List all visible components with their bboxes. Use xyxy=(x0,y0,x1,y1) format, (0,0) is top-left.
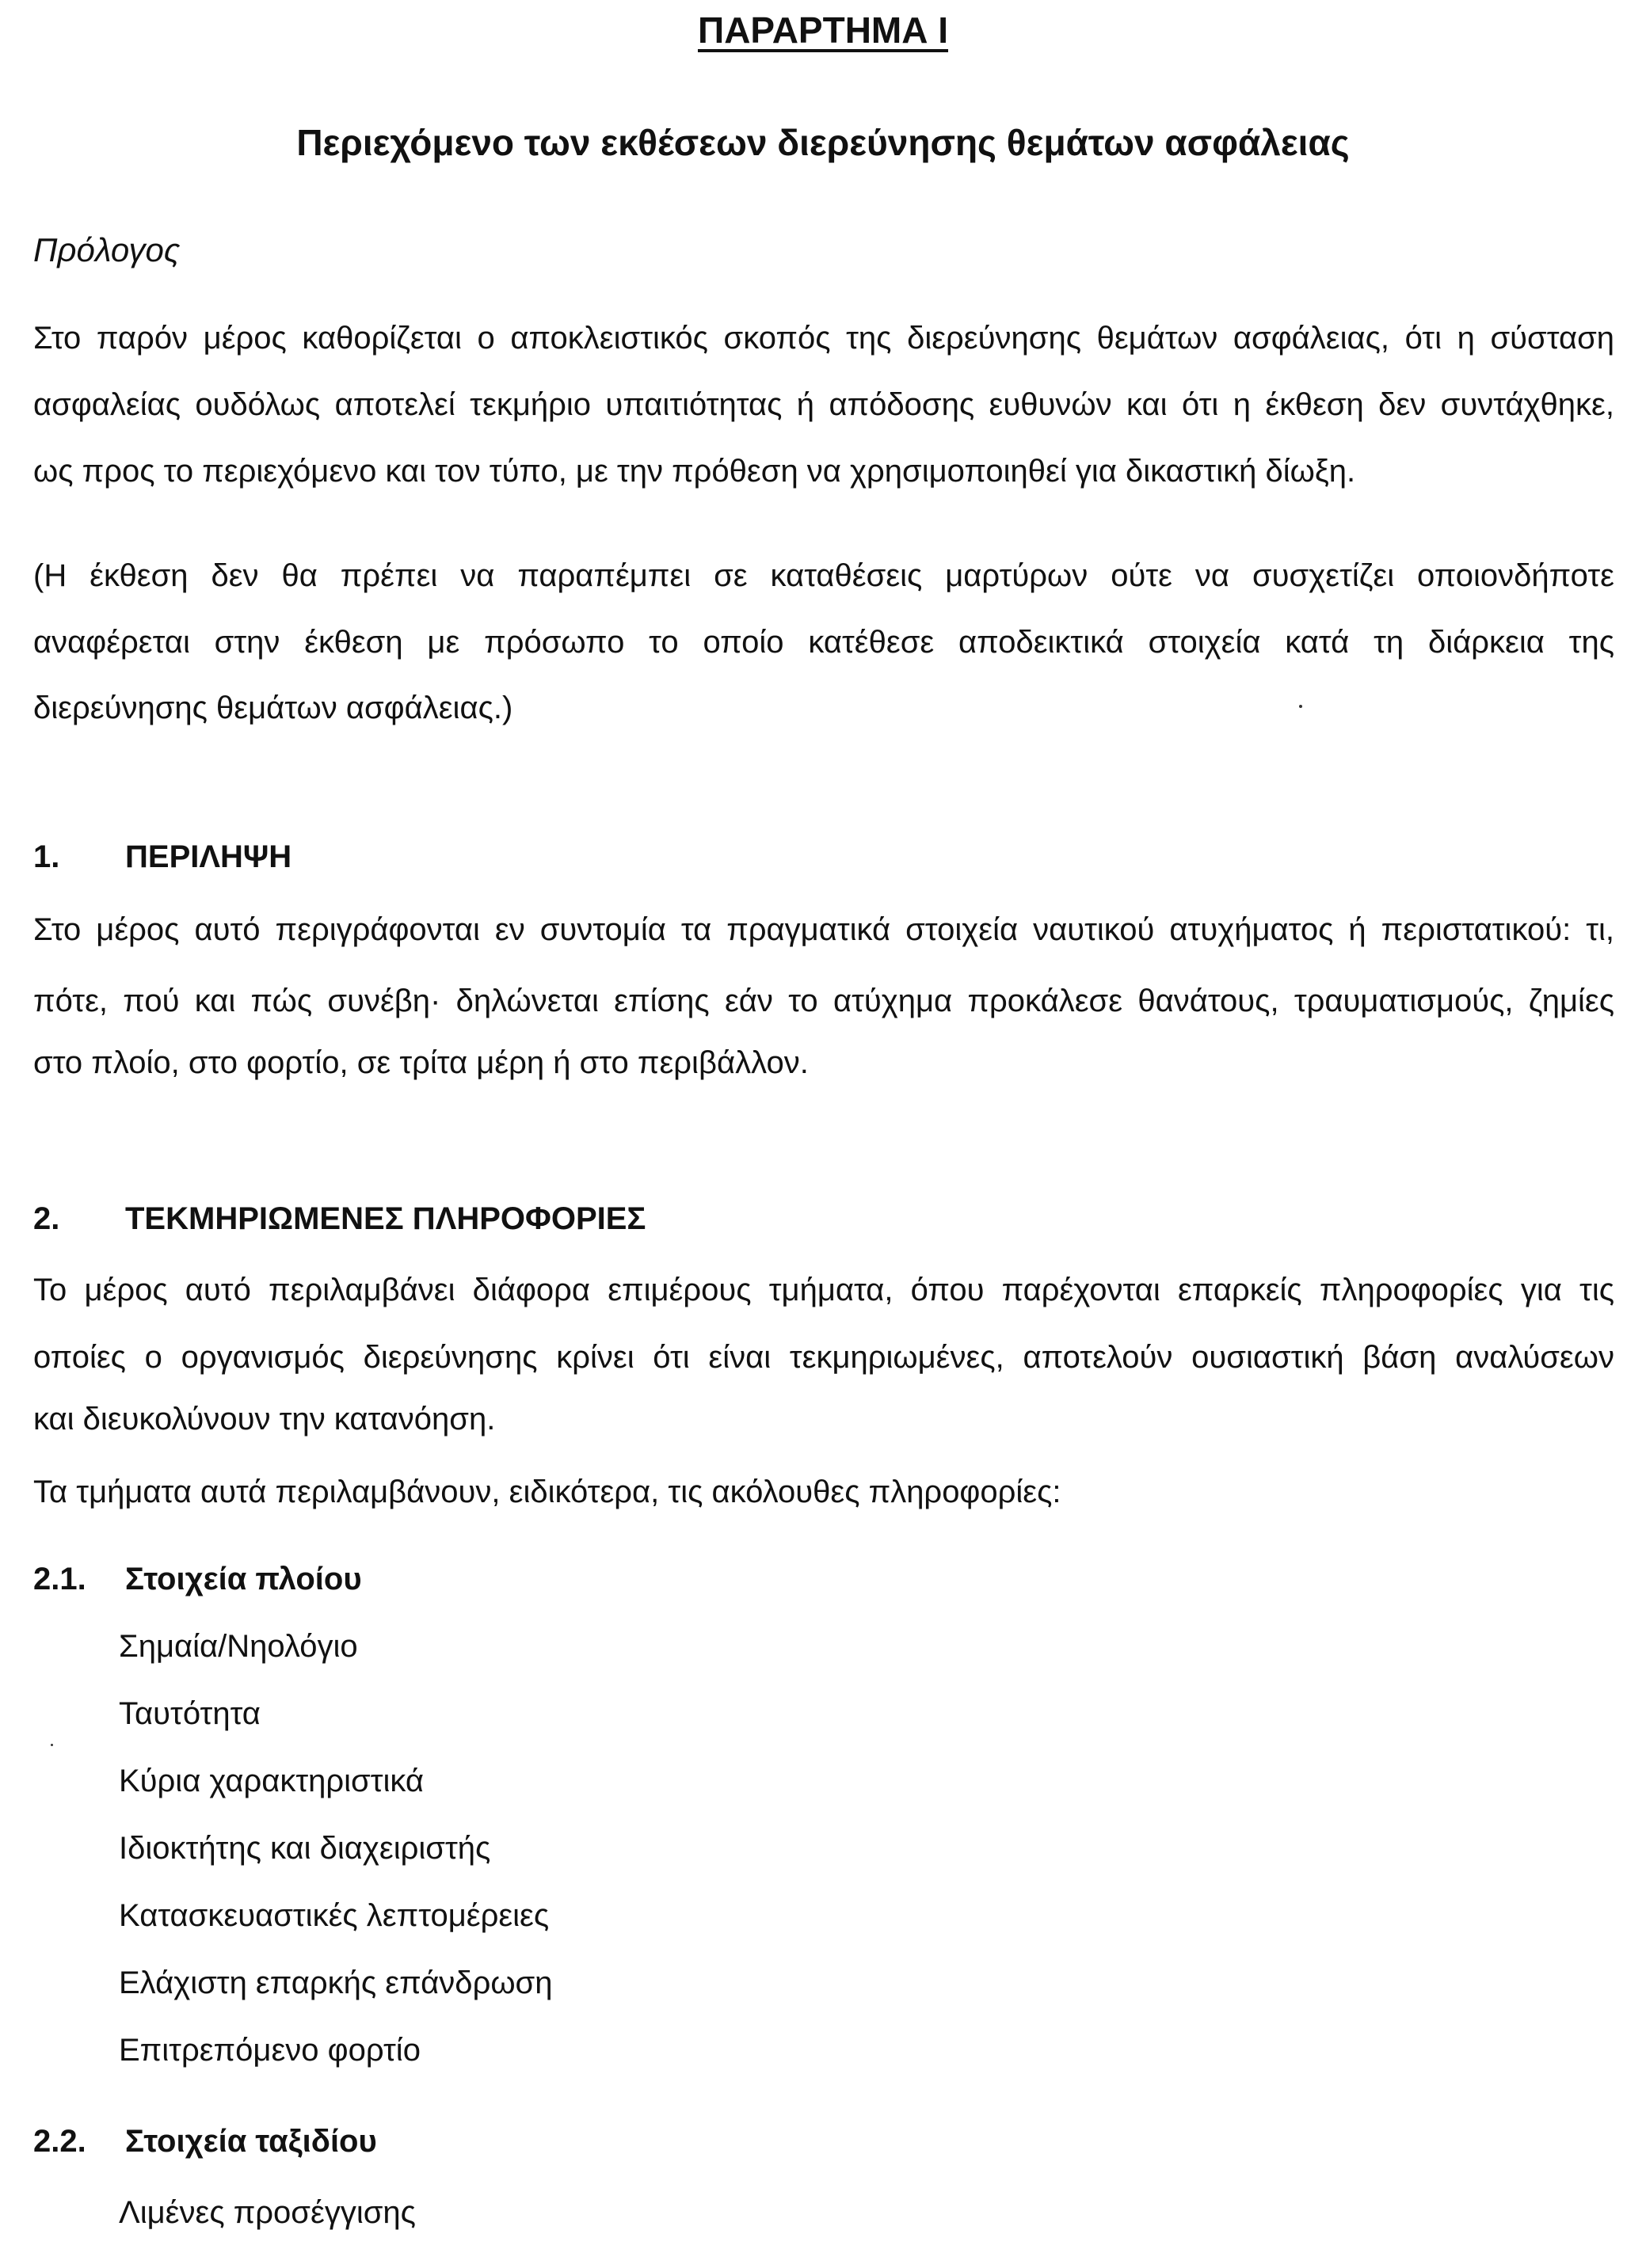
prologue-heading: Πρόλογος xyxy=(33,231,181,268)
prologue-para1-line3: ως προς το περιεχόμενο και τον τύπο, με την πρόθεση να χρησιμοποιηθεί για δικαστική δίωξη. xyxy=(33,454,1356,489)
section2-para-line1: Το μέρος αυτό περιλαμβάνει διάφορα επιμέρους τμήματα, όπου παρέχονται επαρκείς πληροφορίες για τις xyxy=(33,1273,1614,1307)
subsection-2-2-heading: Στοιχεία ταξιδίου xyxy=(125,2124,377,2159)
prologue-para1-line1: Στο παρόν μέρος καθορίζεται ο αποκλειστικός σκοπός της διερεύνησης θεμάτων ασφάλειας, ότι η σύσταση xyxy=(33,321,1614,356)
section1-para-line3: στο πλοίο, στο φορτίο, σε τρίτα μέρη ή στο περιβάλλον. xyxy=(33,1045,809,1080)
subsection-2-2-number: 2.2. xyxy=(33,2124,86,2159)
scan-speck xyxy=(1299,705,1302,708)
prologue-para2-line1: (Η έκθεση δεν θα πρέπει να παραπέμπει σε καταθέσεις μαρτύρων ούτε να συσχετίζει οποιονδήποτε xyxy=(33,558,1614,593)
section2-intro: Τα τμήματα αυτά περιλαμβάνουν, ειδικότερα, τις ακόλουθες πληροφορίες: xyxy=(33,1475,1061,1509)
prologue-para2-line2: αναφέρεται στην έκθεση με πρόσωπο το οποίο κατέθεσε αποδεικτικά στοιχεία κατά τη διάρκεια της xyxy=(33,625,1614,660)
section1-para-line1: Στο μέρος αυτό περιγράφονται εν συντομία τα πραγματικά στοιχεία ναυτικού ατυχήματος ή περιστατικού: τι, xyxy=(33,912,1614,947)
document-subtitle: Περιεχόμενο των εκθέσεων διερεύνησης θεμάτων ασφάλειας xyxy=(296,122,1350,163)
section1-para-line2: πότε, πού και πώς συνέβη· δηλώνεται επίσης εάν το ατύχημα προκάλεσε θανάτους, τραυματισμούς, ζημίες xyxy=(33,984,1614,1018)
subsection-2-1-heading: Στοιχεία πλοίου xyxy=(125,1562,362,1596)
ship-item: Επιτρεπόμενο φορτίο xyxy=(119,2033,421,2068)
section1-heading: ΠΕΡΙΛΗΨΗ xyxy=(125,839,292,874)
ship-item: Ταυτότητα xyxy=(119,1696,261,1731)
prologue-para2-line3: διερεύνησης θεμάτων ασφάλειας.) xyxy=(33,691,513,725)
annex-title: ΠΑΡΑΡΤΗΜΑ Ι xyxy=(697,10,949,51)
ship-item: Σημαία/Νηολόγιο xyxy=(119,1629,358,1664)
section2-number: 2. xyxy=(33,1201,60,1236)
ship-item: Κύρια χαρακτηριστικά xyxy=(119,1764,425,1798)
prologue-para1-line2: ασφαλείας ουδόλως αποτελεί τεκμήριο υπαιτιότητας ή απόδοσης ευθυνών και ότι η έκθεση δεν συντάχθηκε, xyxy=(33,387,1614,422)
scan-speck xyxy=(51,1744,53,1746)
section2-para-line2: οποίες ο οργανισμός διερεύνησης κρίνει ότι είναι τεκμηριωμένες, αποτελούν ουσιαστική βάση αναλύσεων xyxy=(33,1340,1614,1375)
section1-number: 1. xyxy=(33,839,60,874)
ship-item: Ιδιοκτήτης και διαχειριστής xyxy=(119,1831,491,1866)
ship-item: Κατασκευαστικές λεπτομέρειες xyxy=(119,1898,550,1933)
section2-heading: ΤΕΚΜΗΡΙΩΜΕΝΕΣ ΠΛΗΡΟΦΟΡΙΕΣ xyxy=(125,1201,646,1236)
section2-para-line3: και διευκολύνουν την κατανόηση. xyxy=(33,1402,496,1437)
ship-item: Ελάχιστη επαρκής επάνδρωση xyxy=(119,1965,553,2000)
subsection-2-1-number: 2.1. xyxy=(33,1562,86,1596)
voyage-item: Λιμένες προσέγγισης xyxy=(119,2195,416,2230)
